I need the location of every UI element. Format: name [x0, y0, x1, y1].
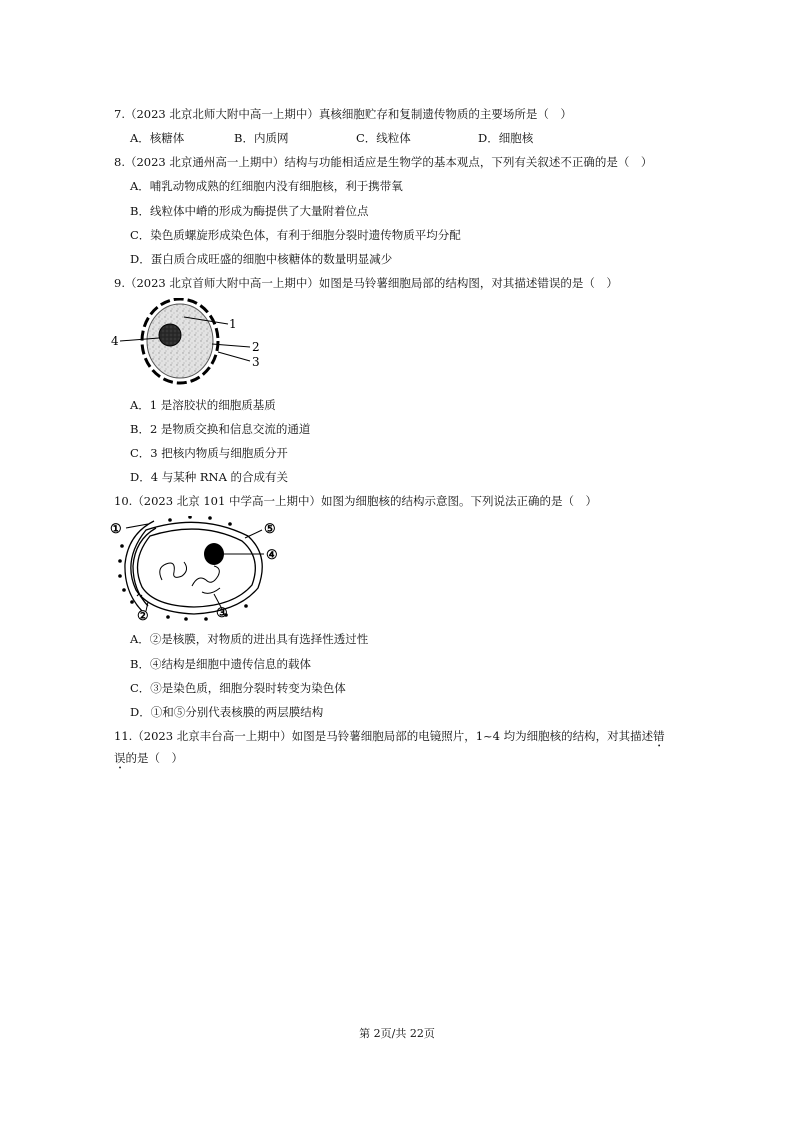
q10-er-inner — [133, 528, 156, 606]
q9-option-b: B．2 是物质交换和信息交流的通道 — [130, 422, 311, 436]
q8-option-d: D．蛋白质合成旺盛的细胞中核糖体的数量明显减少 — [130, 252, 393, 266]
q7-option-c: C．线粒体 — [356, 131, 411, 145]
q10-label-4: ④ — [266, 548, 278, 563]
q10-ribosome — [118, 559, 122, 563]
q10-chromatin — [160, 562, 187, 580]
page-footer: 第 2页/共 22页 — [359, 1027, 435, 1040]
q7-option-b: B．内质网 — [234, 131, 289, 145]
q9-label-1: 1 — [229, 317, 237, 331]
q10-leader-line-5 — [245, 530, 262, 538]
q10-nucleolus — [204, 543, 224, 565]
q9-option-a: A．1 是溶胶状的细胞质基质 — [130, 398, 276, 412]
q9-label-4: 4 — [111, 334, 119, 348]
q9-nucleus-figure — [110, 298, 270, 390]
q10-option-a: A．②是核膜，对物质的进出具有选择性透过性 — [130, 632, 369, 646]
q11-stem-part2: 的是（ ） — [125, 751, 183, 765]
q9-leader-line-3 — [218, 352, 250, 361]
q10-nucleus-figure — [110, 516, 290, 624]
q10-ribosome — [120, 544, 124, 548]
q9-option-c: C．3 把核内物质与细胞质分开 — [130, 446, 288, 460]
q9-option-d: D．4 与某种 RNA 的合成有关 — [130, 470, 289, 484]
q10-option-c: C．③是染色质，细胞分裂时转变为染色体 — [130, 681, 346, 695]
q7-stem: 7.（2023 北京北师大附中高一上期中）真核细胞贮存和复制遗传物质的主要场所是（ ） — [114, 107, 572, 121]
q8-option-c: C．染色质螺旋形成染色体，有利于细胞分裂时遗传物质平均分配 — [130, 228, 461, 242]
q10-label-1: ① — [110, 522, 122, 537]
q10-label-3: ③ — [216, 606, 228, 621]
q11-stem-emphasis-1: 错 — [653, 729, 665, 743]
q10-stem: 10.（2023 北京 101 中学高一上期中）如图为细胞核的结构示意图。下列说法正确的是（ ） — [114, 494, 597, 508]
q11-stem-line1 — [114, 728, 665, 750]
q10-ribosome — [122, 588, 126, 592]
q10-er-outer — [125, 521, 154, 611]
q7-option-d: D．细胞核 — [478, 131, 534, 145]
q8-option-b: B．线粒体中嵴的形成为酶提供了大量附着位点 — [130, 204, 369, 218]
q10-ribosome — [204, 617, 208, 621]
q10-ribosome — [168, 518, 172, 522]
q9-nucleus-interior — [147, 304, 213, 378]
q7-option-a: A．核糖体 — [130, 131, 185, 145]
q10-option-d: D．①和⑤分别代表核膜的两层膜结构 — [130, 705, 324, 719]
q11-stem-line2 — [114, 750, 183, 772]
q8-option-a: A．哺乳动物成熟的红细胞内没有细胞核，利于携带氧 — [130, 179, 403, 193]
q10-ribosome — [188, 516, 192, 519]
q9-stem: 9.（2023 北京首师大附中高一上期中）如图是马铃薯细胞局部的结构图，对其描述错误的是（ ） — [114, 276, 618, 290]
q9-label-3: 3 — [252, 355, 260, 369]
q10-ribosome — [208, 516, 212, 520]
q10-inner-membrane — [138, 529, 256, 607]
q10-ribosome — [130, 600, 134, 604]
q10-option-b: B．④结构是细胞中遗传信息的载体 — [130, 657, 311, 671]
q10-label-5: ⑤ — [264, 522, 276, 537]
q10-ribosome — [184, 617, 188, 621]
q10-ribosome — [166, 615, 170, 619]
q11-stem-emphasis-2: 误 — [114, 751, 126, 765]
q8-stem: 8.（2023 北京通州高一上期中）结构与功能相适应是生物学的基本观点，下列有关叙述不正确的是（ ） — [114, 155, 653, 169]
q11-stem-part1: 11.（2023 北京丰台高一上期中）如图是马铃薯细胞局部的电镜照片，1~4 均为细胞核的结构，对其描述 — [114, 729, 654, 743]
q10-ribosome — [228, 522, 232, 526]
q10-ribosome — [244, 604, 248, 608]
q10-label-2: ② — [137, 609, 149, 624]
q10-ribosome — [118, 574, 122, 578]
q10-chromatin — [192, 566, 220, 593]
q9-nucleolus — [159, 324, 181, 346]
q7-options — [130, 130, 690, 146]
q9-label-2: 2 — [252, 340, 260, 354]
